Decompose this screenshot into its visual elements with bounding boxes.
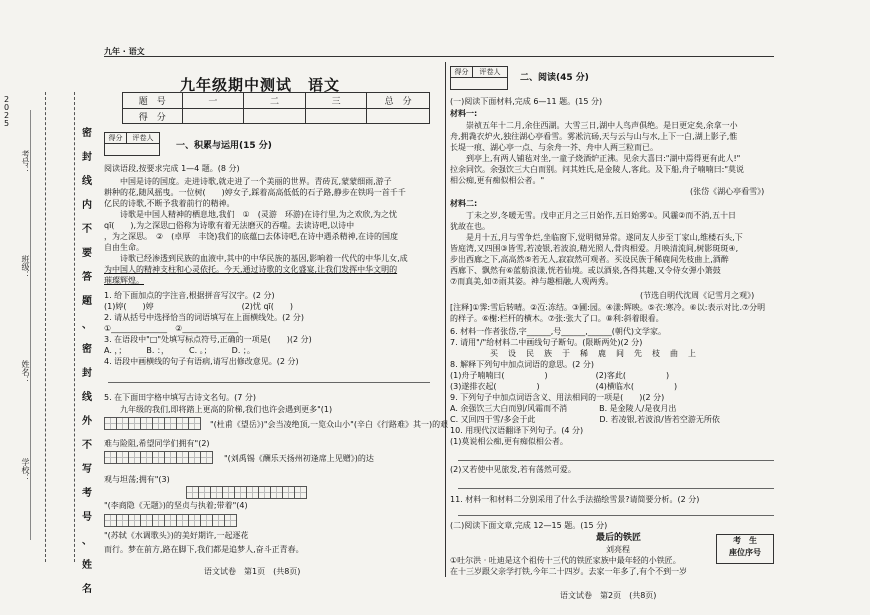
material2-line: 犹故在也。: [450, 222, 490, 231]
footer-page-1: 语文试卷 第1页 (共8页): [204, 567, 301, 576]
binding-seal-char: 、: [82, 536, 92, 547]
material1-line: 相公痴,更有痴似相公者。": [450, 176, 545, 185]
grader-box-2: [450, 66, 508, 90]
score-table-header-cell: 一: [183, 93, 245, 108]
questions-1-4: [104, 290, 434, 367]
page-title: 九年级期中测试 语文: [180, 76, 341, 94]
question-8: 8. 解释下列句中加点词语的意思。(2 分): [450, 360, 595, 369]
field-class: 班级：: [21, 255, 30, 279]
binding-seal-char: 线: [82, 392, 92, 403]
binding-seal-char: 内: [82, 200, 92, 211]
question-9: 9. 下列句子中加点词语含义、用法相同的一项是( )(2 分): [450, 393, 665, 402]
answer-grid[interactable]: [104, 451, 212, 464]
score-table-header-cell: 题 号: [123, 93, 183, 108]
passage-line: ，为之深思。 ② (卓厚 丰饶)我们的底蕴□去体诗吧,在诗中遇杀精神,在诗的国度: [104, 232, 399, 241]
seat-label: 考 生: [733, 536, 757, 545]
binding-seal-char: 姓: [82, 560, 92, 571]
score-table-header-cell: 二: [244, 93, 306, 108]
question-5-line: 观与坦荡;拥有"(3): [104, 475, 170, 484]
question-7-sentence[interactable]: 买 设 民 族 于 稀 鹿 间 先 枝 曲 上: [490, 349, 697, 358]
material2-line: 丁未之岁,冬暖无雪。戊申正月之三日始作,五日始雾①。风霾②而不消,五十日: [450, 211, 736, 220]
binding-seal-char: 、: [82, 320, 92, 331]
answer-line[interactable]: [458, 488, 774, 489]
question-9-options: A. 余强饮三大白而别/风霜而不消 B. 是金陵人/是夜月出: [450, 404, 677, 413]
questions-6-10: [450, 326, 775, 447]
binding-seal-text: [82, 122, 92, 602]
question-5-line: 而行。梦在前方,路在脚下,我们都是追梦人,奋斗正青春。: [104, 545, 304, 554]
grid-cell[interactable]: [294, 486, 307, 499]
answer-line[interactable]: [458, 515, 774, 516]
question-7: 7. 请用"/"给材料二中画线句子断句。(限断两处)(2 分): [450, 338, 643, 347]
question-4: 4. 语段中画横线的句子有语病,请写出修改意见。(2 分): [104, 357, 299, 366]
material1-title: 材料一:: [450, 109, 478, 118]
grader-score-label: 得分: [451, 67, 473, 77]
passage-line: qī( ),为之深思□俗称为诗歌有着无法磨灭的吞噬。去读诗吧,以诗中: [104, 221, 355, 230]
material1-line: 崇祯五年十二月,余住西湖。大雪三日,湖中人鸟声俱绝。是日更定矣,余拿一小: [450, 121, 738, 130]
answer-grid[interactable]: [186, 486, 306, 499]
material2-line: 西廊下、飘然有⑥蓝舫浪漾,恍若仙境。或以酒泉,各得其趣,又令侍女弹小箫鼓: [450, 266, 721, 275]
answer-line[interactable]: [108, 382, 430, 383]
annotation-line: 的样子。⑥榭:栏杆的横木。⑦张:张大了口。⑧利:斜着眼看。: [450, 314, 664, 323]
binding-seal-char: 不: [82, 224, 92, 235]
annotation-line: [注释]①霁:雪后转晴。②冱:冻结。③圃:园。④漾:辉映。⑤衣:寒冷。⑥以:表示对比.⑦分明: [450, 303, 766, 312]
article-line: 在十三岁跟父亲学打铁,今年二十四岁。去家一年多了,有个不到一岁: [450, 567, 688, 576]
question-10-part: (1)莫说相公痴,更有痴似相公者。: [450, 437, 568, 446]
question-8-parts[interactable]: (3)遂排衣起( ) (4)横临水( ): [450, 382, 678, 391]
article-author: 刘亮程: [606, 545, 630, 554]
passage-line: 亿民的诗歌,不断予我着前行的精神。: [104, 199, 235, 208]
material2-source: (节选自明代沈周《记雪月之观》): [640, 291, 755, 300]
article-line: ①吐尔洪 · 吐迪是这个祖传十三代的铁匠家族中最年轻的小铁匠。: [450, 556, 681, 565]
binding-seal-char: 封: [82, 368, 92, 379]
material1-source: (张岱《湖心亭看雪》): [690, 187, 765, 196]
grid-cell[interactable]: [200, 451, 213, 464]
material2-title: 材料二:: [450, 199, 478, 208]
binding-year: 2025: [4, 95, 10, 128]
passage-line-underlined: 璀璨辉煌。: [104, 276, 144, 285]
question-8-parts[interactable]: (1)舟子喃喃曰( ) (2)客此( ): [450, 371, 670, 380]
passage-line: 中国是诗的国度。走进诗歌,就走进了一个美丽的世界。青砖瓦,蒙蒙细雨,游子: [104, 177, 392, 186]
binding-seal-char: 答: [82, 272, 92, 283]
binding-seal-char: 不: [82, 440, 92, 451]
passage-line: 诗歌已经渗透到民族的血液中,其中的中华民族的基因,影响着一代代的中华儿女,成: [104, 254, 408, 263]
question-10-part: (2)又若使中见旅发,若有荡然可爱。: [450, 465, 576, 474]
annotations: [450, 302, 775, 324]
score-table-header-cell: 总 分: [384, 97, 412, 107]
binding-seal-char: 写: [82, 464, 92, 475]
grader-name-label: 评卷人: [479, 68, 501, 76]
binding-seal-char: 名: [82, 584, 92, 595]
score-table: [122, 92, 430, 124]
score-table-row-label: 得 分: [123, 109, 183, 124]
binding-seal-char: 要: [82, 248, 92, 259]
question-2-blanks[interactable]: ①______________ ②______________: [104, 324, 239, 333]
part2-intro: (二)阅读下面文章,完成 12—15 题。(15 分): [450, 521, 608, 530]
passage-line: 耕种的花,随风摇曳。一位树( )婷女子,踩着高高低低的石子路,静步在铁吗一首千千: [104, 188, 406, 197]
question-5-source: "(李商隐《无题》)的坚贞与执着;带着"(4): [104, 501, 248, 510]
material2-line: 步出西廊之下,高高然⑤若无人,寂寂然可观者。买设民族于稀鹿间先枝曲上,酒醉: [450, 255, 729, 264]
score-cell: [183, 109, 245, 124]
score-cell: [367, 109, 429, 124]
material2-line: ⑦而真美,如⑦雨其姿。神与趣相融,人观两秀。: [450, 277, 614, 286]
answer-line[interactable]: [458, 460, 774, 461]
material2: [450, 210, 775, 287]
seat-label: 座位序号: [729, 548, 761, 557]
reading-instructions: 阅读语段,按要求完成 1—4 题。(8 分): [104, 164, 240, 173]
score-table-header-cell: 三: [306, 93, 368, 108]
grid-cell[interactable]: [188, 417, 201, 430]
field-school: 学校：: [21, 458, 30, 482]
binding-seal-char: 题: [82, 296, 92, 307]
section2-heading: 二、阅读(45 分): [520, 73, 589, 83]
material1-line: 舟,拥毳衣炉火,独往湖心亭看雪。雾凇沆砀,天与云与山与水,上下一白,湖上影子,惟: [450, 132, 738, 141]
seat-number-box: [716, 534, 774, 564]
passage-line: 自由生命。: [104, 243, 144, 252]
binding-seal-char: 密: [82, 128, 92, 139]
passage-line: 诗歌是中国人精神的栖息地,我们 ① (灵游 环游)在诗行里,为之欢欣,为之忧: [104, 210, 398, 219]
exam-header-label: 九年 · 语文: [104, 47, 145, 56]
grid-cell[interactable]: [224, 514, 237, 527]
binding-seal-char: 外: [82, 416, 92, 427]
question-5-line: 九年级的我们,即将踏上更高的阶梯,我们也许会遇到更多"(1): [104, 405, 333, 414]
material1-line: 长堤一痕、湖心亭一点、与余舟一芥、舟中人两三粒而已。: [450, 143, 658, 152]
field-name: 姓名：: [21, 360, 30, 384]
binding-seal-char: 封: [82, 152, 92, 163]
question-2: 2. 请从括号中选择恰当的词语填写在上面横线处。(2 分): [104, 313, 305, 322]
question-10: 10. 用现代汉语翻译下列句子。(4 分): [450, 426, 584, 435]
binding-seal-char: 考: [82, 488, 92, 499]
grader-score-label: 得分: [105, 133, 127, 143]
score-cell: [306, 109, 368, 124]
grader-box: [104, 132, 160, 156]
question-1: 1. 给下面加点的字注音,根据拼音写汉字。(2 分): [104, 291, 275, 300]
binding-seal-char: 号: [82, 512, 92, 523]
score-cell: [244, 109, 306, 124]
question-9-options: C. 又回四于雪/多会于此 D. 若凌银,若波浪/皆若空游无所依: [450, 415, 720, 424]
answer-grid[interactable]: [104, 417, 200, 430]
grader-name-label: 评卷人: [132, 134, 154, 142]
question-5-source: "(杜甫《望岳》)"会当凌绝顶,一览众山小"(辛白《行路难》其一)的艰: [210, 420, 449, 429]
part1-intro: (一)阅读下面材料,完成 6—11 题。(15 分): [450, 97, 603, 106]
binding-seal-char: 线: [82, 176, 92, 187]
question-3-options: A. ，； B. ：， C. 。； D. ；。: [104, 346, 255, 355]
passage: [104, 176, 434, 286]
material2-line: 皆庭湾,又四围③皆雪,若凌银,若波浪,精光照人,骨肉相爱。月映清流间,树影斑斑④,: [450, 244, 739, 253]
question-5-source: "(刘禹锡《酬乐天扬州初逢席上见赠》)的达: [224, 454, 374, 463]
question-5: 5. 在下面田字格中填写古诗文名句。(7 分): [104, 393, 257, 402]
question-5-source: "(苏轼《水调歌头》)的美好期许,一起逐花: [104, 531, 249, 540]
question-3: 3. 在语段中"□"处填写标点符号,正确的一项是( )(2 分): [104, 335, 312, 344]
section1-heading: 一、积累与运用(15 分): [176, 141, 272, 151]
material1-line: 拉余同饮。余强饮三大白而别。问其姓氏,是金陵人,客此。及下船,舟子喃喃曰:"莫说: [450, 165, 745, 174]
question-11: 11. 材料一和材料二分别采用了什么手法描绘雪景?请简要分析。(2 分): [450, 495, 700, 504]
answer-grid[interactable]: [104, 514, 236, 527]
field-exam-number: 考号：: [21, 150, 30, 174]
question-6: 6. 材料一作者张岱,字______,号______,______(朝代)文学家。: [450, 327, 667, 336]
binding-seal-char: 密: [82, 344, 92, 355]
question-1-parts: (1)婷( )婷 (2)忧 qī( ): [104, 302, 293, 311]
article-title: 最后的铁匠: [596, 533, 642, 543]
material1: [450, 120, 775, 186]
passage-line-underlined: 为中国人的精神支柱和心灵依托。今天,通过诗歌的文化盛宴,让我们发挥中华文明的: [104, 265, 398, 274]
footer-page-2: 语文试卷 第2页 (共8页): [560, 591, 657, 600]
question-5-line: 难与险阻,希望同学们拥有"(2): [104, 439, 210, 448]
material1-line: 到亭上,有两人铺毡对坐,一童子烧酒炉正沸。见余大喜曰:"湖中焉得更有此人!": [450, 154, 741, 163]
material2-line: 是月十五,月与雪争烂,坐临窗下,觉明彻异常。遂同友人步至丁家山,维楼石头,下: [450, 233, 743, 242]
